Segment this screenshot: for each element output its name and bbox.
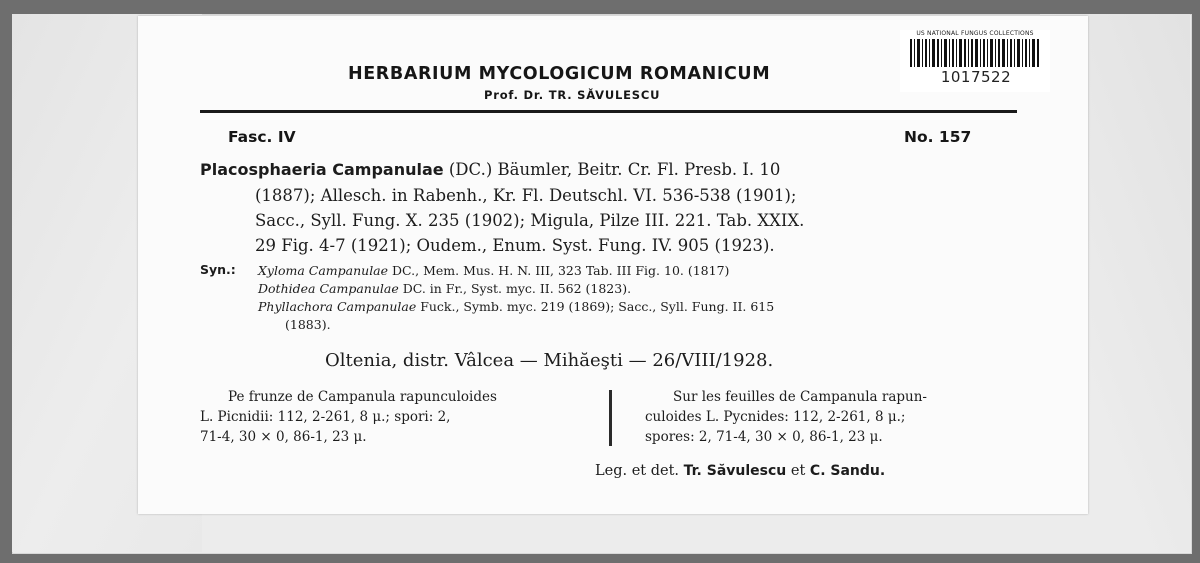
description-ro-line-1: Pe frunze de Campanula rapunculoides	[228, 389, 497, 405]
species-citation-line-2: (1887); Allesch. in Rabenh., Kr. Fl. Deutschl. VI. 536-538 (1901);	[255, 186, 797, 205]
synonym-3	[258, 299, 774, 314]
collector-name-2: C. Sandu.	[809, 463, 886, 479]
species-authority: (DC.) Bäumler, Beitr. Cr. Fl. Presb. I. 10	[443, 160, 781, 179]
synonym-1	[258, 263, 729, 278]
label-title: HERBARIUM MYCOLOGICUM ROMANICUM	[348, 64, 771, 84]
collector-name-1: Tr. Săvulescu	[683, 463, 787, 479]
synonym-1-ref: DC., Mem. Mus. H. N. III, 323 Tab. III Fig. 10. (1817)	[388, 263, 730, 278]
catalog-number: 1017522	[940, 68, 1012, 86]
species-name: Placosphaeria Campanulae	[200, 160, 444, 179]
barcode-icon	[910, 39, 1040, 67]
species-citation-line-1	[200, 160, 780, 179]
collector-prefix: Leg. et det.	[595, 463, 684, 479]
synonym-3-name: Phyllachora Campanulae	[258, 299, 417, 314]
collector-line	[595, 463, 885, 479]
synonym-2	[258, 281, 631, 296]
fascicle-number: Fasc. IV	[228, 128, 296, 146]
synonym-3-ref-continued: (1883).	[285, 317, 331, 332]
header-rule	[200, 110, 1017, 113]
barcode-label	[900, 30, 1050, 92]
barcode-caption: US NATIONAL FUNGUS COLLECTIONS	[916, 30, 1034, 37]
synonym-2-ref: DC. in Fr., Syst. myc. II. 562 (1823).	[398, 281, 632, 296]
species-citation-line-4: 29 Fig. 4-7 (1921); Oudem., Enum. Syst. Fung. IV. 905 (1923).	[255, 236, 775, 255]
species-citation-line-3: Sacc., Syll. Fung. X. 235 (1902); Migula, Pilze III. 221. Tab. XXIX.	[255, 211, 805, 230]
column-divider	[609, 390, 612, 446]
synonym-1-name: Xyloma Campanulae	[258, 263, 389, 278]
description-fr-line-3: spores: 2, 71-4, 30 × 0, 86-1, 23 μ.	[645, 429, 883, 445]
collection-locality: Oltenia, distr. Vâlcea — Mihăeşti — 26/VIII/1928.	[325, 350, 774, 371]
synonyms-label: Syn.:	[200, 262, 236, 277]
label-subtitle: Prof. Dr. TR. SĂVULESCU	[484, 88, 661, 102]
description-fr-line-2: culoides L. Pycnides: 112, 2-261, 8 μ.;	[645, 409, 906, 425]
synonym-3-ref: Fuck., Symb. myc. 219 (1869); Sacc., Syll. Fung. II. 615	[416, 299, 775, 314]
description-ro-line-2: L. Picnidii: 112, 2-261, 8 μ.; spori: 2,	[200, 409, 451, 425]
description-fr-line-1: Sur les feuilles de Campanula rapun-	[673, 389, 927, 405]
synonym-2-name: Dothidea Campanulae	[258, 281, 399, 296]
description-ro-line-3: 71-4, 30 × 0, 86-1, 23 μ.	[200, 429, 367, 445]
exsiccata-number: No. 157	[904, 128, 972, 146]
collector-joiner: et	[786, 463, 810, 479]
